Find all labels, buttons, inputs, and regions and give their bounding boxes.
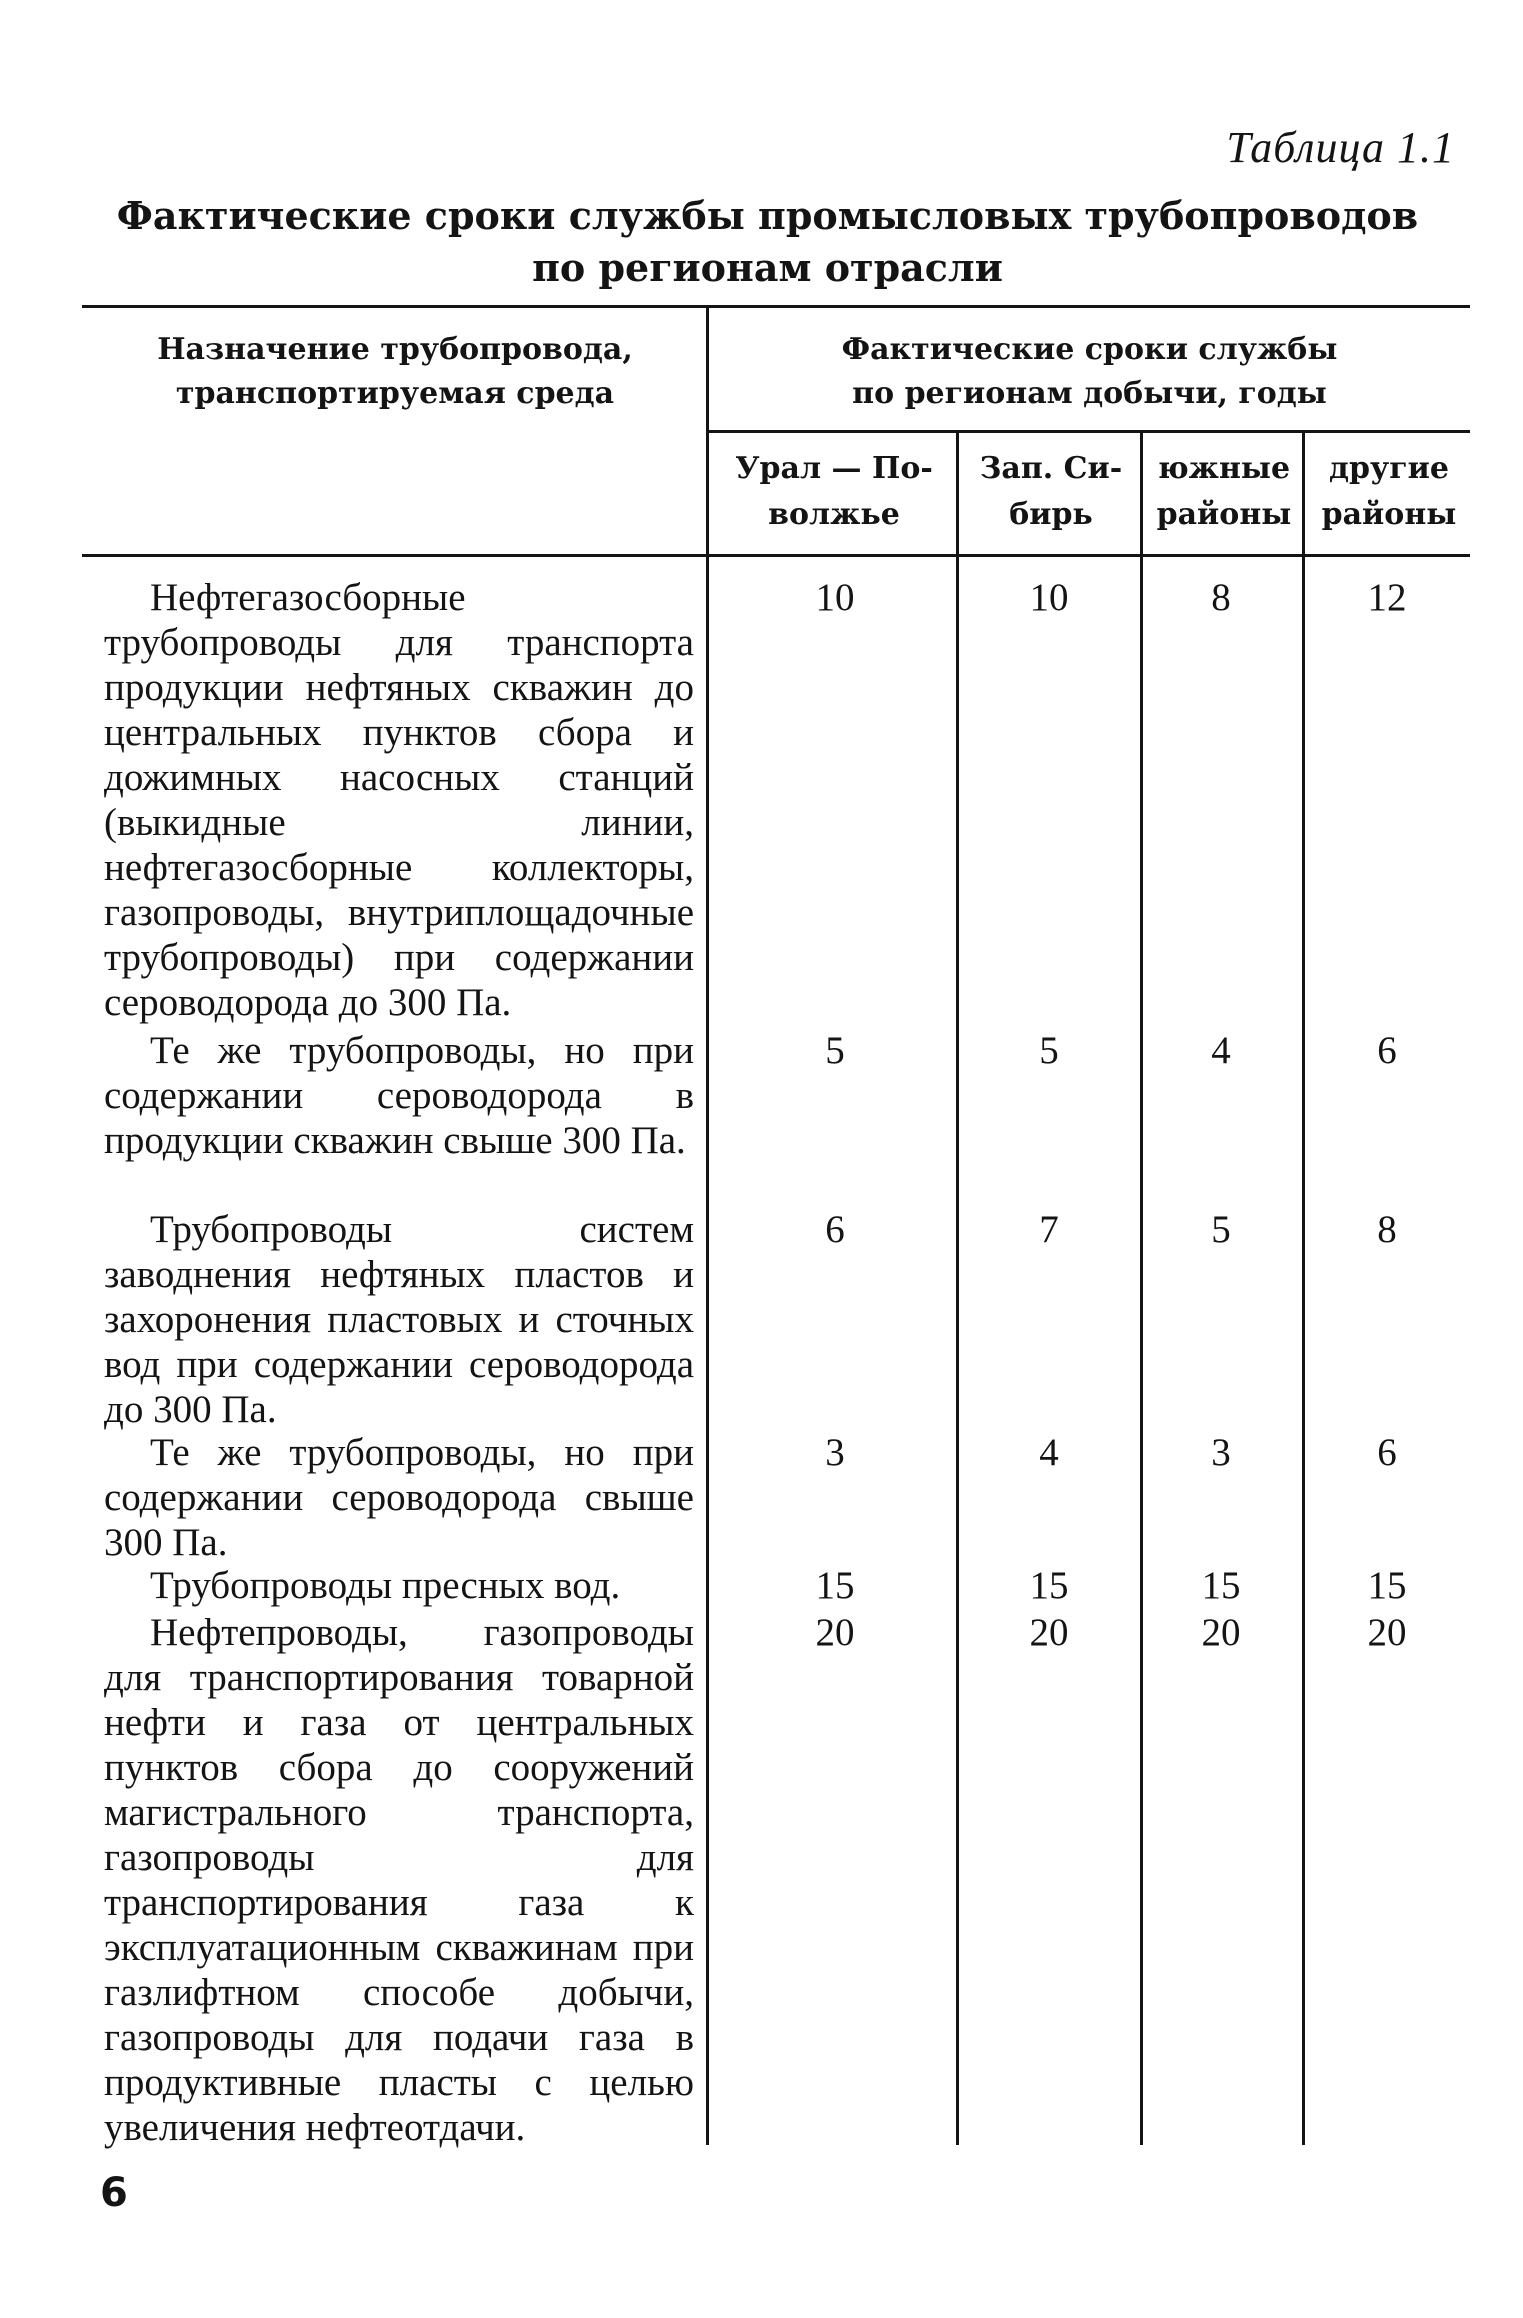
row-value-west-siberia: 7 — [1039, 1208, 1059, 1251]
row-value-west-siberia: 15 — [1029, 1564, 1069, 1607]
row-value-ural-volga: 6 — [825, 1208, 845, 1251]
row-value-west-siberia: 10 — [1029, 576, 1069, 619]
header-region-west-siberia: Зап. Си- бирь — [979, 451, 1123, 532]
row-value-southern: 20 — [1201, 1611, 1241, 1654]
row-value-other: 6 — [1377, 1431, 1397, 1474]
row-value-ural-volga: 5 — [825, 1029, 845, 1072]
row-value-southern: 5 — [1211, 1208, 1231, 1251]
header-region-ural-volga: Урал — По- волжье — [735, 451, 933, 532]
header-purpose: Назначение трубопровода, транспортируемая среда — [157, 332, 633, 411]
header-region-southern: южные районы — [1156, 451, 1292, 532]
row-description: Те же трубопроводы, но при содержании сероводорода в продукции скважин свыше 300 Па. — [104, 1029, 694, 1162]
table-top-rule — [82, 305, 1470, 308]
row-value-other: 6 — [1377, 1029, 1397, 1072]
row-value-ural-volga: 20 — [815, 1611, 855, 1654]
row-value-other: 12 — [1367, 576, 1407, 619]
row-value-southern: 15 — [1201, 1564, 1241, 1607]
row-value-west-siberia: 5 — [1039, 1029, 1059, 1072]
column-divider-3 — [1140, 430, 1143, 2145]
row-value-ural-volga: 3 — [825, 1431, 845, 1474]
group-header-rule — [708, 430, 1470, 433]
table-title-line-2: по регионам отрасли — [532, 245, 1003, 290]
row-value-west-siberia: 20 — [1029, 1611, 1069, 1654]
row-value-southern: 8 — [1211, 576, 1231, 619]
row-value-other: 20 — [1367, 1611, 1407, 1654]
row-description: Нефтепроводы, газопроводы для транспортирования товарной нефти и газа от центральных пунктов сбора до сооружений магистрального транспорта, газопроводы для транспортирования газа к эксплуатационным скважинам при газлифтном способе добычи, газопроводы для подачи газа в продуктивные пласты с целью увеличения нефтеотдачи. — [104, 1611, 694, 2149]
column-divider-1 — [706, 305, 709, 2145]
header-service-life-group: Фактические сроки службы по регионам добычи, годы — [841, 332, 1338, 411]
row-value-ural-volga: 15 — [815, 1564, 855, 1607]
header-bottom-rule — [82, 554, 1470, 557]
row-description: Трубопроводы пресных вод. — [150, 1564, 621, 1607]
header-region-other: другие районы — [1321, 451, 1457, 532]
row-description: Нефтегазосборные трубопроводы для транспорта продукции нефтяных скважин до центральных пунктов сбора и дожимных насосных станций (выкидные линии, нефтегазосборные коллекторы, газопроводы, внутриплощадочные трубопроводы) при содержании сероводорода до 300 Па. — [104, 576, 694, 1024]
row-value-other: 15 — [1367, 1564, 1407, 1607]
row-description: Трубопроводы систем заводнения нефтяных пластов и захоронения пластовых и сточных вод при содержании сероводорода до 300 Па. — [104, 1208, 694, 1431]
column-divider-4 — [1302, 430, 1305, 2145]
row-value-west-siberia: 4 — [1039, 1431, 1059, 1474]
row-value-southern: 3 — [1211, 1431, 1231, 1474]
row-value-ural-volga: 10 — [815, 576, 855, 619]
table-title-line-1: Фактические сроки службы промысловых трубопроводов — [116, 193, 1419, 238]
page-number: 6 — [100, 2170, 128, 2216]
row-description: Те же трубопроводы, но при содержании сероводорода свыше 300 Па. — [104, 1431, 694, 1564]
table-title — [80, 190, 1455, 294]
row-value-southern: 4 — [1211, 1029, 1231, 1072]
row-value-other: 8 — [1377, 1208, 1397, 1251]
table-number: Таблица 1.1 — [1226, 123, 1455, 172]
column-divider-2 — [956, 430, 959, 2145]
